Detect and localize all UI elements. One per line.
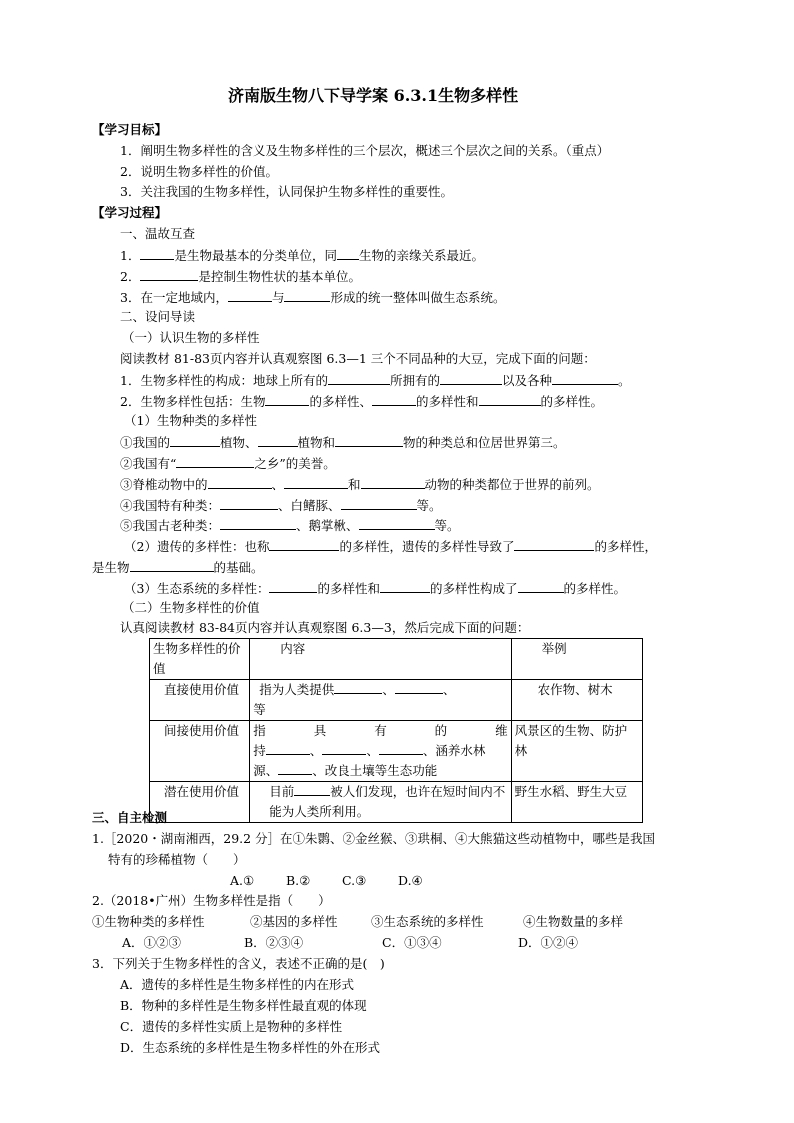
check-q2-item: ③生态系统的多样性	[371, 914, 484, 929]
answer-blank[interactable]	[552, 371, 618, 385]
species-item-3: ③脊椎动物中的 、 和 动物的种类都位于世界的前列。	[120, 477, 600, 492]
check-q2-item: ④生物数量的多样	[523, 914, 624, 929]
answer-blank[interactable]	[266, 741, 310, 755]
check-q3-option[interactable]: C．遗传的多样性实质上是物种的多样性	[120, 1019, 343, 1034]
answer-blank[interactable]	[379, 741, 423, 755]
review-question-1: 1． 是生物最基本的分类单位，同 生物的亲缘关系最近。	[120, 248, 484, 263]
check-q1-stem: 1.［2020・湖南湘西，29.2 分］在①朱鹮、②金丝猴、③珙桐、④大熊猫这些动植物中，哪些是我国	[92, 831, 656, 846]
table-cell-content: 指 具 有 的 维 持 、 、 、涵养水林 源、 、改良土壤等生态功能	[250, 721, 511, 782]
table-header-cell: 举例	[511, 639, 642, 680]
table-cell-name: 间接使用价值	[150, 721, 250, 782]
check-q1-option[interactable]: D.④	[398, 873, 423, 888]
answer-blank[interactable]	[372, 392, 416, 406]
check-q2-option[interactable]: C．①③④	[382, 935, 442, 950]
ecosystem-diversity-line: （3）生态系统的多样性： 的多样性和 的多样性构成了 的多样性。	[124, 581, 627, 596]
answer-blank[interactable]	[170, 433, 220, 447]
review-question-2: 2． 是控制生物性状的基本单位。	[120, 269, 361, 284]
answer-blank[interactable]	[514, 537, 594, 551]
table-cell-example: 野生水稻、野生大豆	[511, 782, 642, 823]
check-q2-stem: 2.（2018•广州）生物多样性是指（ ）	[92, 893, 331, 908]
check-heading: 三、自主检测	[92, 810, 168, 825]
answer-blank[interactable]	[140, 267, 198, 281]
answer-blank[interactable]	[269, 579, 317, 593]
answer-blank[interactable]	[265, 392, 309, 406]
answer-blank[interactable]	[518, 579, 564, 593]
answer-blank[interactable]	[440, 371, 502, 385]
process-heading: 【学习过程】	[92, 205, 168, 220]
check-q2-item: ①生物种类的多样性	[92, 914, 205, 929]
table-cell-content: 指为人类提供 、 、 等	[250, 680, 511, 721]
answer-blank[interactable]	[220, 496, 278, 510]
part1-instruction: 阅读教材 81-83页内容并认真观察图 6.3—1 三个不同品种的大豆，完成下面的问题：	[120, 351, 596, 366]
objective-item: 3．关注我国的生物多样性，认同保护生物多样性的重要性。	[120, 184, 453, 199]
table-header-cell: 生物多样性的价值	[150, 639, 250, 680]
table-cell-content: 目前 被人们发现，也许在短时间内不能为人类所利用。	[250, 782, 511, 823]
answer-blank[interactable]	[322, 741, 366, 755]
species-item-1: ①我国的 植物、 植物和 物的种类总和位居世界第三。	[120, 435, 566, 450]
part1-question-2: 2．生物多样性包括：生物 的多样性、 的多样性和 的多样性。	[120, 394, 604, 409]
answer-blank[interactable]	[284, 475, 348, 489]
answer-blank[interactable]	[269, 537, 339, 551]
review-question-3: 3．在一定地域内， 与 形成的统一整体叫做生态系统。	[120, 290, 506, 305]
table-cell-example: 农作物、树木	[511, 680, 642, 721]
answer-blank[interactable]	[258, 433, 298, 447]
check-q3-option[interactable]: A．遗传的多样性是生物多样性的内在形式	[120, 977, 355, 992]
part2-instruction: 认真阅读教材 83-84页内容并认真观察图 6.3—3，然后完成下面的问题：	[120, 620, 530, 635]
species-item-5: ⑤我国古老种类： 、鹅掌楸、 等。	[120, 518, 460, 533]
part2-heading: （二）生物多样性的价值	[122, 600, 260, 615]
species-diversity-heading: （1）生物种类的多样性	[124, 413, 257, 428]
answer-blank[interactable]	[208, 475, 272, 489]
answer-blank[interactable]	[328, 371, 390, 385]
answer-blank[interactable]	[220, 516, 296, 530]
genetic-diversity-cont: 是生物 的基础。	[92, 560, 264, 575]
check-q2-option[interactable]: D．①②④	[518, 935, 579, 950]
answer-blank[interactable]	[337, 246, 359, 260]
check-q2-option[interactable]: A．①②③	[122, 935, 182, 950]
check-q3-option[interactable]: D．生态系统的多样性是生物多样性的外在形式	[120, 1040, 381, 1055]
check-q3-option[interactable]: B．物种的多样性是生物多样性最直观的体现	[120, 998, 367, 1013]
answer-blank[interactable]	[361, 475, 425, 489]
table-cell-name: 潜在使用价值	[150, 782, 250, 823]
genetic-diversity-line: （2）遗传的多样性：也称 的多样性，遗传的多样性导致了 的多样性，	[124, 539, 657, 554]
answer-blank[interactable]	[359, 516, 435, 530]
answer-blank[interactable]	[140, 246, 174, 260]
table-cell-name: 直接使用价值	[150, 680, 250, 721]
check-q2-option[interactable]: B．②③④	[244, 935, 304, 950]
table-header-cell: 内容	[250, 639, 511, 680]
answer-blank[interactable]	[278, 761, 312, 775]
table-row	[150, 782, 643, 823]
objective-item: 2．说明生物多样性的价值。	[120, 164, 278, 179]
check-q3-stem: 3．下列关于生物多样性的含义，表述不正确的是( )	[92, 956, 385, 971]
part1-heading: （一）认识生物的多样性	[122, 330, 260, 345]
answer-blank[interactable]	[334, 680, 382, 694]
check-q1-option[interactable]: A.①	[230, 873, 255, 888]
table-row	[150, 680, 643, 721]
table-row	[150, 721, 643, 782]
answer-blank[interactable]	[294, 782, 330, 796]
value-table	[149, 638, 643, 823]
answer-blank[interactable]	[284, 288, 330, 302]
guide-heading: 二、设问导读	[120, 309, 196, 324]
answer-blank[interactable]	[228, 288, 272, 302]
objective-item: 1．阐明生物多样性的含义及生物多样性的三个层次，概述三个层次之间的关系。（重点）	[120, 143, 610, 158]
page-title: 济南版生物八下导学案 6.3.1生物多样性	[228, 86, 519, 105]
answer-blank[interactable]	[479, 392, 541, 406]
answer-blank[interactable]	[335, 433, 403, 447]
check-q1-stem-cont: 特有的珍稀植物（ ）	[108, 852, 246, 867]
species-item-4: ④我国特有种类： 、白鳍豚、 等。	[120, 498, 442, 513]
answer-blank[interactable]	[176, 454, 254, 468]
answer-blank[interactable]	[130, 558, 214, 572]
species-item-2: ②我国有“ 之乡”的美誉。	[120, 456, 336, 471]
part1-question-1: 1．生物多样性的构成：地球上所有的 所拥有的 以及各种 。	[120, 373, 631, 388]
answer-blank[interactable]	[380, 579, 430, 593]
check-q1-option[interactable]: B.②	[286, 873, 311, 888]
answer-blank[interactable]	[395, 680, 443, 694]
table-header-row	[150, 639, 643, 680]
answer-blank[interactable]	[341, 496, 417, 510]
check-q2-item: ②基因的多样性	[250, 914, 338, 929]
check-q1-option[interactable]: C.③	[342, 873, 367, 888]
table-cell-example: 风景区的生物、防护林	[511, 721, 642, 782]
review-heading: 一、温故互查	[120, 226, 196, 241]
objectives-heading: 【学习目标】	[92, 122, 168, 137]
